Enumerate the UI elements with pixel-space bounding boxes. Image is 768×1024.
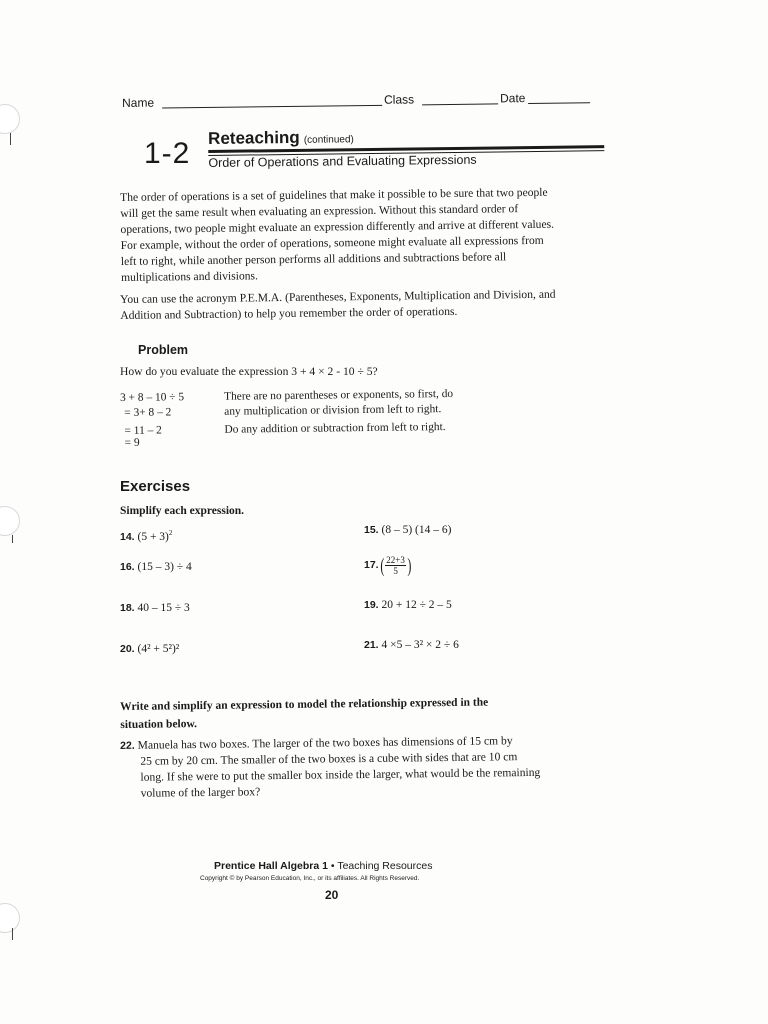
exercise-exponent: 2 [168,529,173,537]
exercise-number: 15. [364,524,379,536]
exercise-number: 16. [120,561,135,573]
exercise-22 [120,733,561,802]
punch-hole-middle [0,506,20,536]
step-note: There are no parentheses or exponents, so first, do [224,387,454,403]
step-note: any multiplication or division from left to right. [224,403,442,418]
open-paren: ( [379,554,384,577]
exercise-number: 22. [120,739,135,752]
exercise-expression: (4² + 5²)² [137,643,180,655]
fraction-denominator: 5 [393,566,398,576]
problem-question: How do you evaluate the expression 3 + 4 × 2 - 10 ÷ 5? [120,365,378,378]
exercise-19 [364,599,452,611]
close-paren: ) [407,554,412,577]
class-field[interactable] [422,103,498,105]
modeling-instruction: Write and simplify an expression to model the relationship expressed in the situation below. [120,696,489,731]
exercises-instruction: Simplify each expression. [120,505,245,517]
exercise-17 [364,555,413,576]
exercise-number: 20. [120,643,135,655]
problem-steps [120,386,521,451]
exercise-text-continued: 25 cm by 20 cm. The smaller of the two boxes is a cube with sides that are 10 cm long. If she were to put the smaller box inside the larger, what would be the remaining volume of the larger box? [140,750,541,800]
exercise-expression: 20 + 12 ÷ 2 – 5 [381,599,452,611]
lesson-number: 1-2 [144,137,191,170]
exercise-14 [120,529,172,543]
exercise-text-first-line: Manuela has two boxes. The larger of the two boxes has dimensions of 15 cm by [137,734,513,752]
fraction [385,555,406,576]
exercise-number: 21. [364,639,379,651]
exercise-expression: (15 – 3) ÷ 4 [137,561,192,573]
step-expression: 3 + 8 – 10 ÷ 5 [120,391,185,404]
footer-section: Teaching Resources [337,860,433,872]
exercise-expression: 4 ×5 – 3² × 2 ÷ 6 [381,639,459,651]
lesson-title: Reteaching [208,127,300,148]
exercise-expression: (5 + 3) [137,531,169,543]
exercise-number: 17. [364,559,379,572]
punch-hole-top [0,104,20,134]
footer-copyright: Copyright © by Pearson Education, Inc., or its affiliates. All Rights Reserved. [200,875,420,882]
lesson-title-block [208,124,604,170]
step-note: Do any addition or subtraction from left to right. [224,421,446,436]
footer-bullet: • [330,860,335,872]
exercise-number: 18. [120,602,135,614]
name-field[interactable] [162,105,382,109]
scan-mark [12,535,13,543]
intro-paragraph: The order of operations is a set of guidelines that make it possible to be sure that two people will get the same result when evaluating an expression. Without this standard order of operations, two people might evaluate an expression differently and arrive at different values. For example, without the order of operations, someone might evaluate all expressions from left to right, while another person performs all additions and subtractions before all multiplications and divisions. [120,185,555,284]
date-label: Date [499,91,526,106]
scan-mark [10,133,11,145]
lesson-title-suffix: (continued) [303,134,354,146]
pema-paragraph: You can use the acronym P.E.M.A. (Parentheses, Exponents, Multiplication and Division, and Addition and Subtraction) to help you remember the order of operations. [120,287,556,322]
step-expression: = 9 [124,436,140,449]
exercise-expression: (8 – 5) (14 – 6) [381,524,452,536]
step-expression: = 3+ 8 – 2 [124,406,172,419]
student-header [122,90,592,110]
lesson-subtitle: Order of Operations and Evaluating Expressions [208,152,477,170]
exercises-heading: Exercises [120,478,191,495]
exercise-expression: 40 – 15 ÷ 3 [137,602,190,614]
exercise-number: 14. [120,531,135,543]
scan-mark [12,928,13,940]
problem-heading: Problem [138,343,189,357]
fraction-numerator: 22+3 [386,555,405,565]
exercise-number: 19. [364,599,379,611]
exercise-20 [120,643,179,655]
footer-book: Prentice Hall Algebra 1 [214,860,328,872]
exercise-16 [120,561,192,573]
punch-hole-bottom [0,903,20,933]
exercise-15 [364,524,451,536]
date-field[interactable] [528,102,590,104]
page-number: 20 [325,888,339,902]
exercise-21 [364,639,459,651]
class-label: Class [383,92,415,107]
name-label: Name [122,95,155,110]
footer-title [214,860,432,872]
step-expression: = 11 – 2 [124,424,162,437]
exercise-18 [120,602,190,614]
